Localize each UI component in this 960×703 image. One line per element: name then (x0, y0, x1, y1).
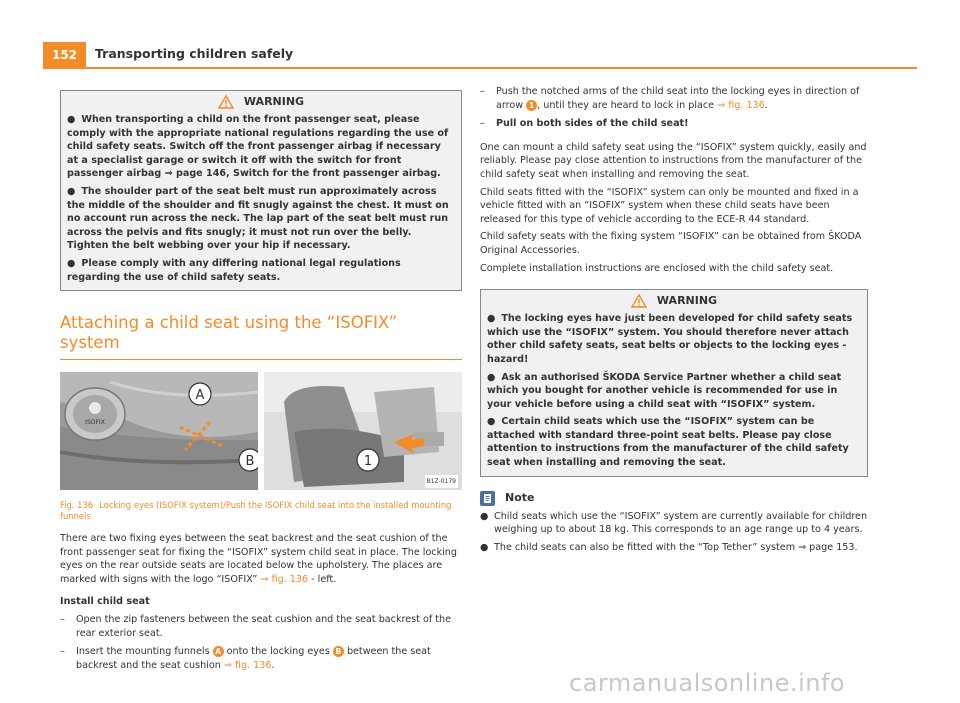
body-paragraph: There are two fixing eyes between the seat backrest and the seat cushion of the front passenger seat for fixing the “ISOFIX” system child seat in place. The locking eyes on the rear outside seats are located below the upholstery. The places are marked with signs with the logo “ISOFIX” ⇒ fig. 136 - left. (60, 533, 457, 585)
left-column (60, 90, 462, 672)
right-column (480, 85, 868, 554)
note-item: ● The child seats can also be fitted with the “Top Tether” system ⇒ page 153. (480, 541, 858, 553)
isofix-logo-text: ISOFIX (85, 419, 105, 427)
marker-b: B (245, 454, 255, 470)
body-paragraph: Complete installation instructions are enclosed with the child safety seat. (480, 262, 834, 274)
warning-title: WARNING (243, 95, 305, 109)
figure-link[interactable]: ⇒ fig. 136 (260, 573, 309, 585)
warning-title: WARNING (656, 294, 718, 308)
warning-item: ● The shoulder part of the seat belt must run approximately across the middle of the shoulder and fit snugly against the chest. It must on no account run across the neck. The lap part of the seat belt must run across the pelvis and fits snugly; it must not run over the belly. Tighten the belt webbing over your hip if necessary. (67, 185, 449, 252)
watermark: carmanualsonline.info (569, 669, 846, 697)
warning-header (67, 95, 455, 109)
body-paragraph: Child seats fitted with the “ISOFIX” system can only be mounted and fixed in a vehicle fitted with an “ISOFIX” system when these child seats have been released for this type of vehicle according to the ECE-R 44 standard. (480, 186, 859, 225)
warning-box-1 (60, 90, 462, 291)
step-item: – Push the notched arms of the child seat into the locking eyes in direction of arrow 1 , until they are heard to lock in place ⇒ fig. 136. (480, 86, 860, 111)
warning-triangle-icon (218, 95, 234, 109)
child-seat-push-illustration (264, 372, 462, 490)
install-heading: Install child seat (60, 595, 150, 607)
warning-box-2 (480, 289, 868, 477)
step-item: – Open the zip fasteners between the seat cushion and the seat backrest of the rear exterior seat. (60, 614, 451, 639)
chapter-title: Transporting children safely (95, 46, 294, 61)
body-paragraph: One can mount a child safety seat using the “ISOFIX” system quickly, easily and reliably. Please pay close attention to instructions from the manufacturer of the child safety seat when installing and removing the seat. (480, 141, 867, 180)
figure-link[interactable]: ⇒ fig. 136 (717, 99, 765, 111)
warning-item: ● When transporting a child on the front passenger seat, please comply with the appropriate national regulations regarding the use of child safety seats. Switch off the front passenger airbag if necessary at a specialist garage or switch it off with the switch for front passenger airbag ⇒ page 146, Switch for the front passenger airbag. (67, 114, 449, 180)
figure-left-panel (60, 372, 258, 490)
note-icon (480, 491, 495, 506)
step-item: – Insert the mounting funnels A onto the locking eyes B between the seat backrest and the seat cushion ⇒ fig. 136. (60, 646, 431, 671)
isofix-locking-eyes-illustration (60, 372, 258, 490)
marker-1: 1 (363, 454, 373, 470)
warning-item: ● Certain child seats which use the “ISOFIX” system can be attached with standard three-point seat belts. Please pay close attention to instructions from the manufacturer of the child safety seat when installing and removing the seat. (487, 416, 849, 469)
warning-triangle-icon (631, 294, 647, 308)
note-title: Note (505, 491, 535, 505)
page-link[interactable]: ⇒ page 146, Switch for the front passenger airbag (164, 168, 438, 180)
figure-label: Fig. 136 (60, 500, 94, 511)
section-title: Attaching a child seat using the “ISOFIX” system (60, 313, 462, 360)
warning-item: ● Ask an authorised ŠKODA Service Partner whether a child seat which you bought for another vehicle is recommended for use in your vehicle before using a child seat with “ISOFIX” system. (487, 371, 842, 410)
marker-1-badge: 1 (526, 100, 537, 111)
marker-b-badge: B (333, 646, 344, 657)
figure-right-panel (264, 372, 462, 490)
page-number: 152 (43, 42, 86, 67)
marker-a-badge: A (213, 646, 224, 657)
note-header (480, 491, 868, 506)
header-rule (43, 67, 917, 69)
warning-item: ● The locking eyes have just been developed for child safety seats which use the “ISOFIX” system. You should therefore never attach other child safety seats, seat belts or objects to the locking eyes - hazard! (487, 313, 853, 365)
step-item: – Pull on both sides of the child seat! (480, 118, 689, 130)
note-item: ● Child seats which use the “ISOFIX” system are currently available for children weighing up to about 18 kg. This corresponds to an age range up to 4 years. (480, 510, 868, 536)
marker-a: A (195, 388, 205, 404)
figure-136 (60, 372, 462, 490)
figure-code: B1Z-0179 (425, 475, 458, 489)
figure-caption: Fig. 136 Locking eyes (ISOFIX system)/Push the ISOFIX child seat into the installed mounting funnels (60, 500, 452, 522)
figure-link[interactable]: ⇒ fig. 136 (223, 659, 272, 671)
warning-header (487, 294, 861, 308)
body-paragraph: Child safety seats with the fixing system “ISOFIX” can be obtained from ŠKODA Original Accessories. (480, 231, 862, 256)
page-link[interactable]: ⇒ page 153. (798, 541, 858, 553)
warning-item: ● Please comply with any differing national legal regulations regarding the use of child safety seats. (67, 257, 401, 283)
